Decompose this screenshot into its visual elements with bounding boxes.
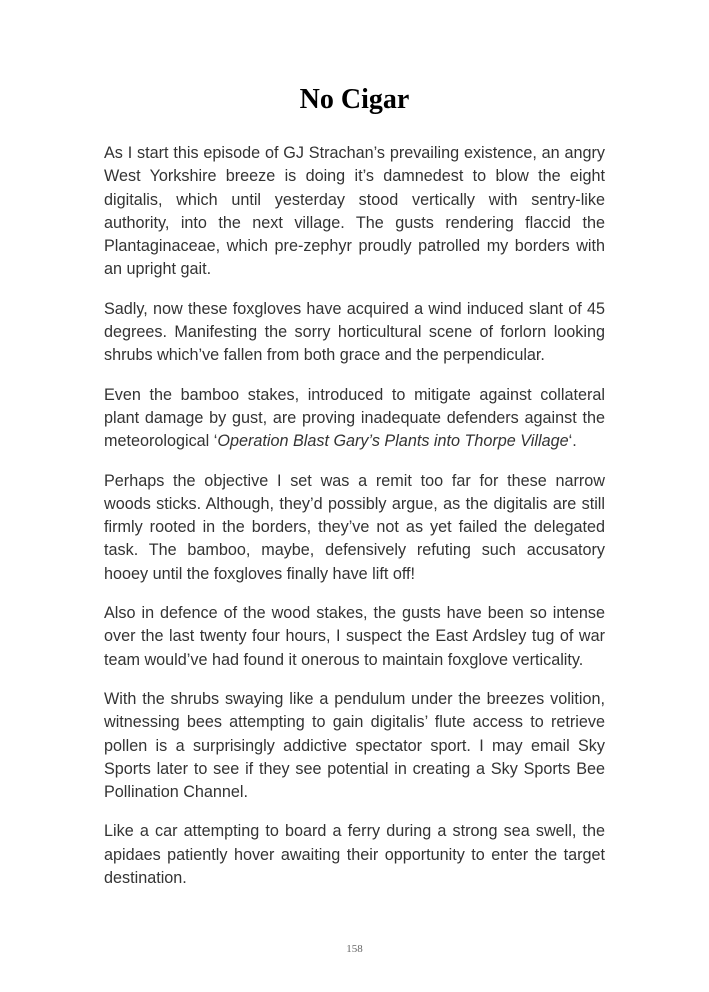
page-number: 158	[346, 943, 363, 955]
paragraph-1: As I start this episode of GJ Strachan’s prevailing existence, an angry West Yorkshire breeze is doing it’s damnedest to blow the eight digitalis, which until yesterday stood vertically with sentry-like authority, into the next village. The gusts rendering flaccid the Plantaginaceae, which pre-zephyr proudly patrolled my borders with an upright gait.	[104, 144, 605, 279]
paragraph-3-text-after: ‘.	[568, 432, 577, 451]
paragraph-3	[104, 384, 605, 454]
paragraph-2: Sadly, now these foxgloves have acquired a wind induced slant of 45 degrees. Manifesting the sorry horticultural scene of forlorn looking shrubs which’ve fallen from both grace and the perpendicular.	[104, 299, 605, 365]
chapter-body	[104, 142, 605, 906]
paragraph-5: Also in defence of the wood stakes, the gusts have been so intense over the last twenty four hours, I suspect the East Ardsley tug of war team would’ve had found it onerous to maintain foxglove verticality.	[104, 604, 605, 669]
paragraph-4: Perhaps the objective I set was a remit too far for these narrow woods sticks. Although, they’d possibly argue, as the digitalis are still firmly rooted in the borders, they’ve not as yet failed the delegated task. The bamboo, maybe, defensively refuting such accusatory hooey until the foxgloves finally have lift off!	[104, 471, 605, 583]
page-title: No Cigar	[299, 84, 410, 115]
paragraph-6: With the shrubs swaying like a pendulum under the breezes volition, witnessing bees attempting to gain digitalis’ flute access to retrieve pollen is a surprisingly addictive spectator sport. I may email Sky Sports later to see if they see potential in creating a Sky Sports Bee Pollination Channel.	[104, 689, 605, 802]
paragraph-7: Like a car attempting to board a ferry during a strong sea swell, the apidaes patiently hover awaiting their opportunity to enter the target destination.	[104, 822, 605, 888]
paragraph-3-italic-title: Operation Blast Gary’s Plants into Thorpe Village	[217, 432, 569, 451]
paragraph-3-text-before: Even the bamboo stakes, introduced to mitigate against collateral plant damage by gust, are proving inadequate defenders against the meteorological ‘	[104, 385, 605, 451]
